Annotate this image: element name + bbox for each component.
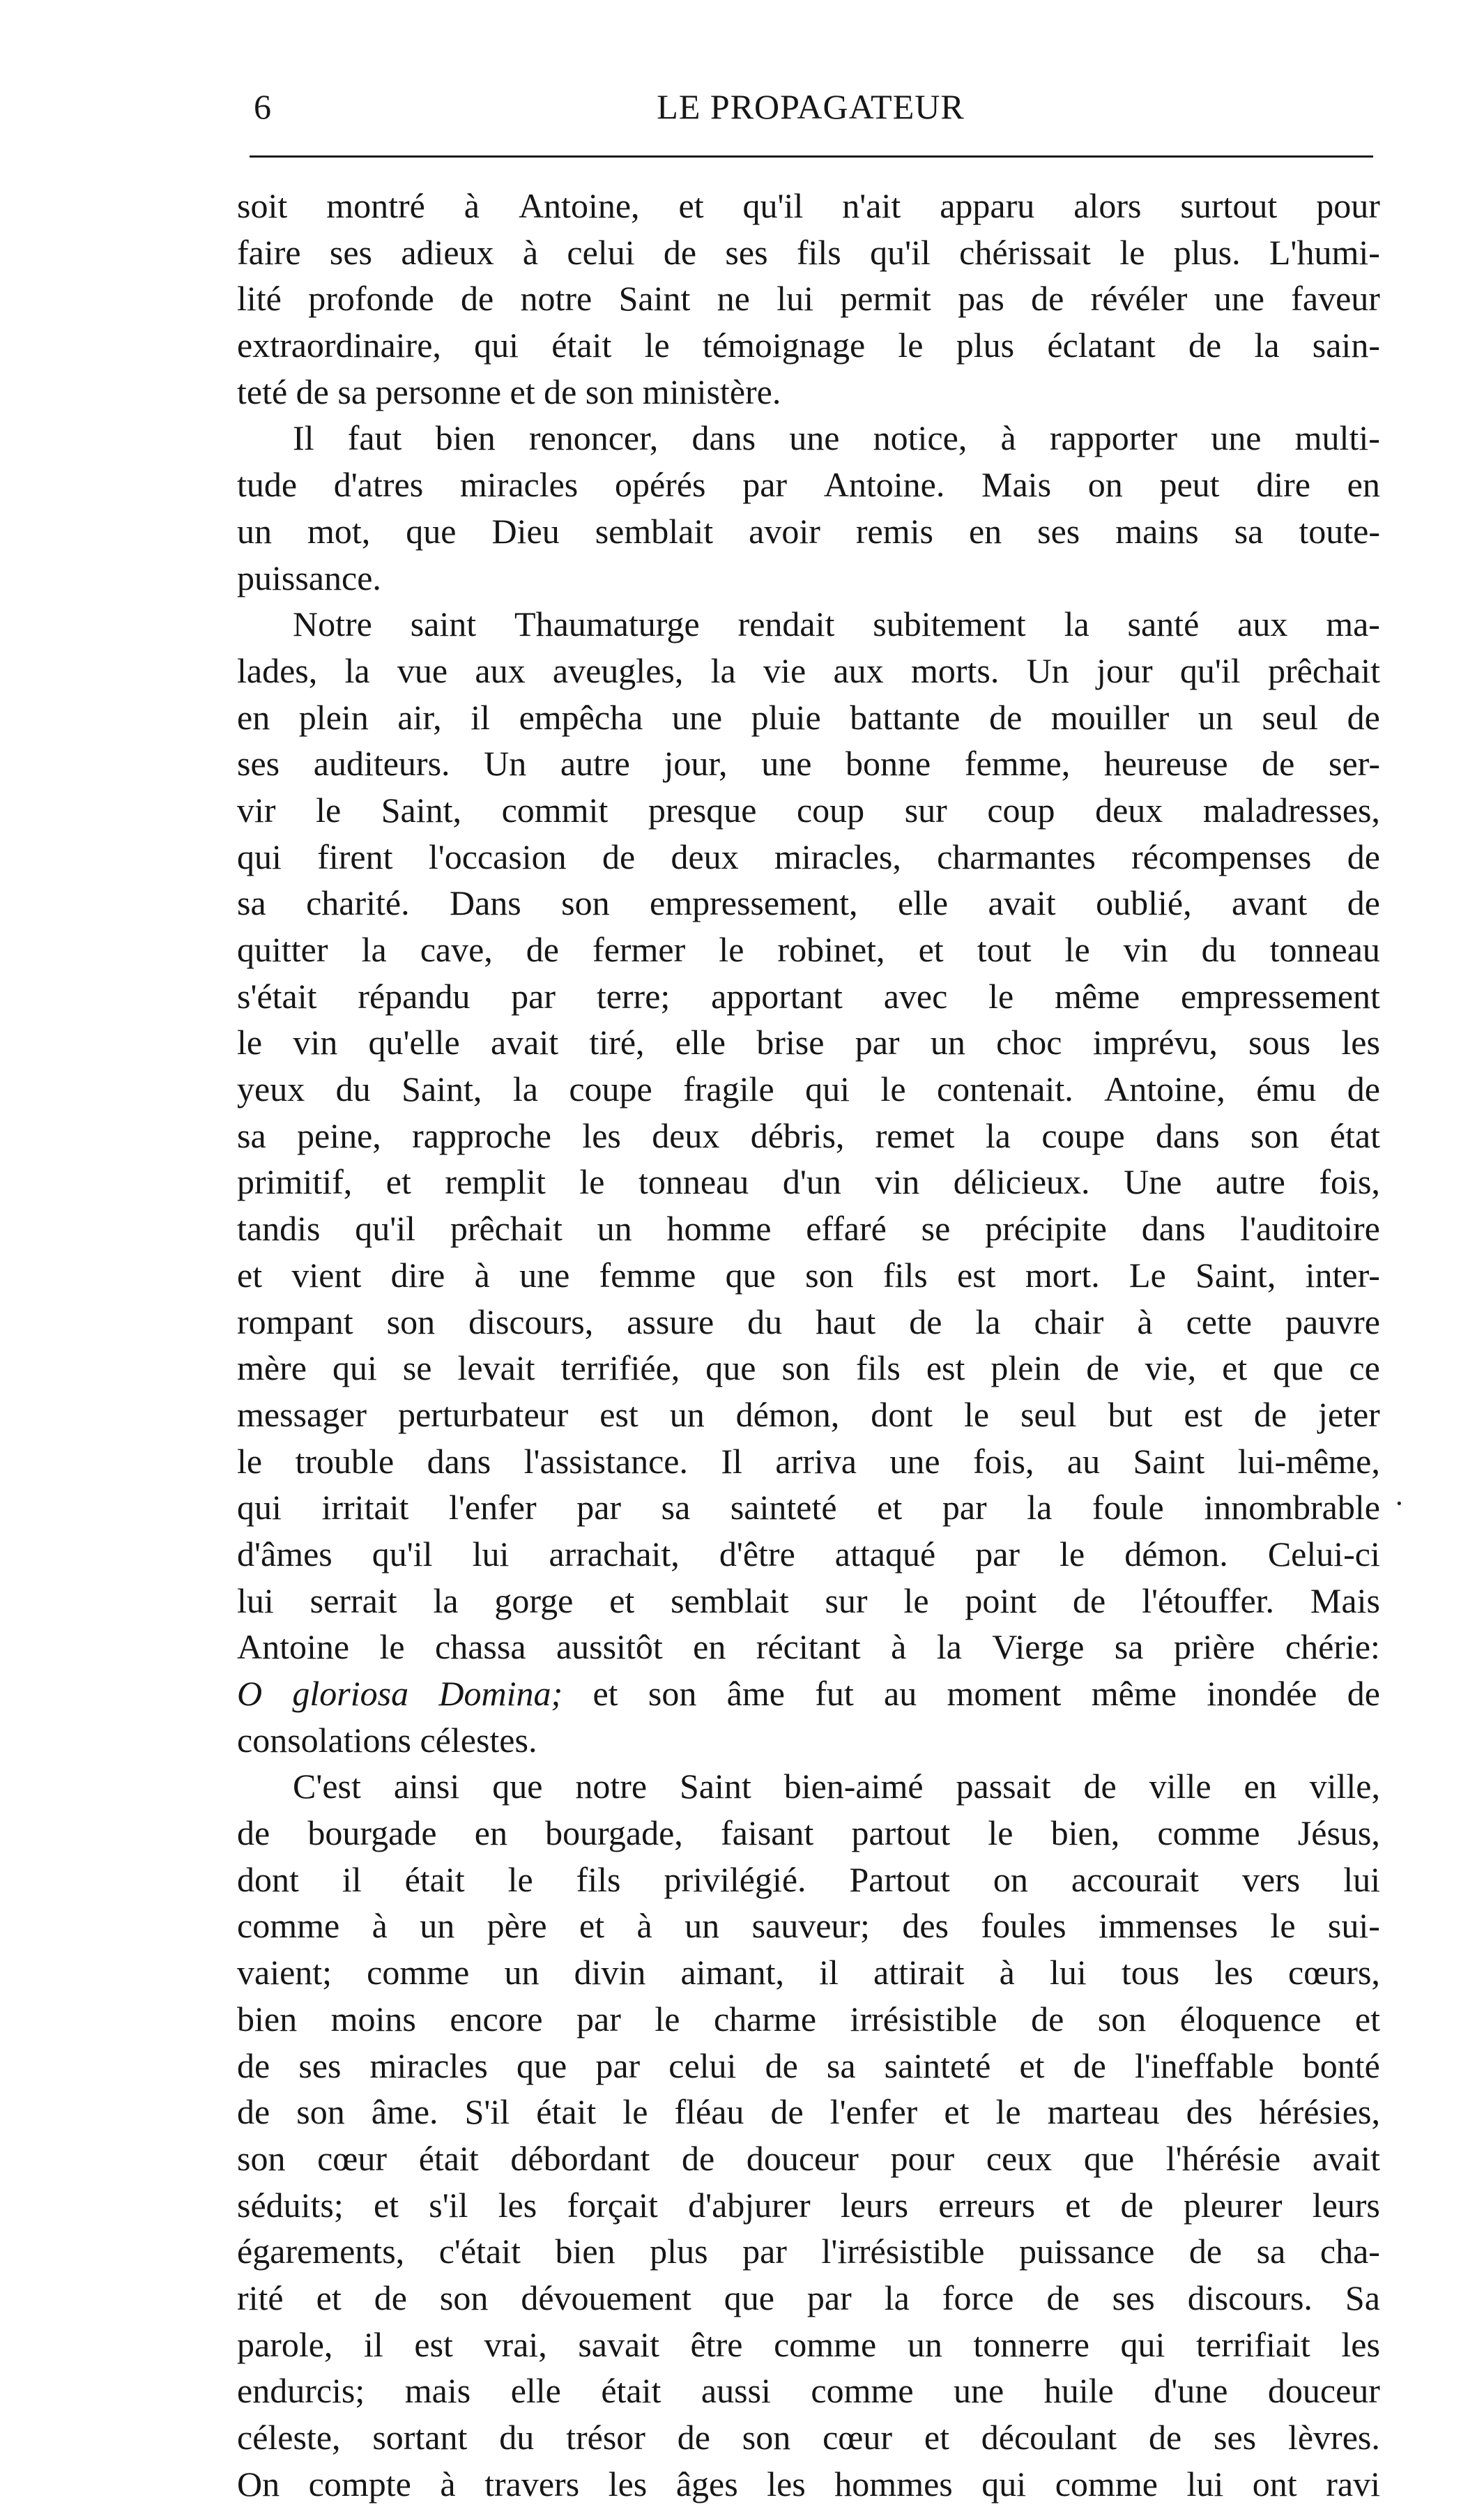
running-title: LE PROPAGATEUR xyxy=(657,87,965,126)
text-line: primitif, et remplit le tonneau d'un vin délicieux. Une autre fois, xyxy=(237,1162,1380,1202)
text-line: sa charité. Dans son empressement, elle avait oublié, avant de xyxy=(237,883,1380,923)
text-line: dont il était le fils privilégié. Partout on accourait vers lui xyxy=(237,1859,1380,1899)
text-line: de ses miracles que par celui de sa sainteté et de l'ineffable bonté xyxy=(237,2045,1380,2085)
text-line: Notre saint Thaumaturge rendait subitement la santé aux ma- xyxy=(293,604,1380,644)
text-line: égarements, c'était bien plus par l'irrésistible puissance de sa cha- xyxy=(237,2232,1380,2271)
text-line: vaient; comme un divin aimant, il attirait à lui tous les cœurs, xyxy=(237,1953,1380,1992)
text-line: bien moins encore par le charme irrésistible de son éloquence et xyxy=(237,1999,1380,2039)
header-rule xyxy=(250,155,1373,158)
text-line: céleste, sortant du trésor de son cœur et découlant de ses lèvres. xyxy=(237,2418,1380,2457)
text-line: Antoine le chassa aussitôt en récitant à la Vierge sa prière chérie: xyxy=(237,1627,1380,1667)
text-line: endurcis; mais elle était aussi comme une huile d'une douceur xyxy=(237,2371,1380,2411)
text-line: messager perturbateur est un démon, dont le seul but est de jeter xyxy=(237,1394,1380,1434)
text-line: On compte à travers les âges les hommes qui comme lui ont ravi xyxy=(237,2464,1380,2504)
text-line: puissance. xyxy=(237,558,381,597)
text-line: mère qui se levait terrifiée, que son fils est plein de vie, et que ce xyxy=(237,1348,1380,1388)
text-line: C'est ainsi que notre Saint bien-aimé passait de ville en ville, xyxy=(293,1767,1380,1806)
text-line: tude d'atres miracles opérés par Antoine. Mais on peut dire en xyxy=(237,465,1380,505)
text-line: séduits; et s'il les forçait d'abjurer leurs erreurs et de pleurer leurs xyxy=(237,2185,1380,2225)
text-line: en plein air, il empêcha une pluie battante de mouiller un seul de xyxy=(237,697,1380,737)
text-line: extraordinaire, qui était le témoignage le plus éclatant de la sain- xyxy=(237,326,1380,365)
text-line: son cœur était débordant de douceur pour ceux que l'hérésie avait xyxy=(237,2138,1380,2178)
text-line: rompant son discours, assure du haut de la chair à cette pauvre xyxy=(237,1302,1380,1341)
text-line: un mot, que Dieu semblait avoir remis en ses mains sa toute- xyxy=(237,511,1380,551)
text-line: qui firent l'occasion de deux miracles, charmantes récompenses de xyxy=(237,837,1380,876)
text-line: le trouble dans l'assistance. Il arriva une fois, au Saint lui-même, xyxy=(237,1441,1380,1481)
body-text xyxy=(237,183,1380,2507)
text-line: ses auditeurs. Un autre jour, une bonne femme, heureuse de ser- xyxy=(237,744,1380,784)
stray-ink-mark: · xyxy=(1394,1486,1405,1521)
text-line: de bourgade en bourgade, faisant partout le bien, comme Jésus, xyxy=(237,1813,1380,1853)
text-line: s'était répandu par terre; apportant avec le même empressement xyxy=(237,976,1380,1016)
page-number: 6 xyxy=(254,87,272,126)
text-line: lui serrait la gorge et semblait sur le point de l'étouffer. Mais xyxy=(237,1580,1380,1620)
text-line: comme à un père et à un sauveur; des foules immenses le sui- xyxy=(237,1906,1380,1946)
text-line: yeux du Saint, la coupe fragile qui le contenait. Antoine, ému de xyxy=(237,1069,1380,1109)
text-line: vir le Saint, commit presque coup sur coup deux maladresses, xyxy=(237,790,1380,830)
text-line: teté de sa personne et de son ministère. xyxy=(237,372,781,411)
text-line: lité profonde de notre Saint ne lui permit pas de révéler une faveur xyxy=(237,279,1380,319)
running-head xyxy=(243,82,1379,131)
text-line: consolations célestes. xyxy=(237,1720,537,1760)
text-line: et vient dire à une femme que son fils est mort. Le Saint, inter- xyxy=(237,1255,1380,1295)
text-line: O gloriosa Domina; et son âme fut au moment même inondée de xyxy=(237,1674,1380,1713)
text-line: parole, il est vrai, savait être comme un tonnerre qui terrifiait les xyxy=(237,2324,1380,2364)
text-line: lades, la vue aux aveugles, la vie aux morts. Un jour qu'il prêchait xyxy=(237,650,1380,690)
text-line: rité et de son dévouement que par la force de ses discours. Sa xyxy=(237,2278,1380,2317)
text-line: sa peine, rapproche les deux débris, remet la coupe dans son état xyxy=(237,1115,1380,1155)
text-line: le vin qu'elle avait tiré, elle brise par un choc imprévu, sous les xyxy=(237,1023,1380,1062)
text-line: quitter la cave, de fermer le robinet, et tout le vin du tonneau xyxy=(237,930,1380,969)
text-line: tandis qu'il prêchait un homme effaré se précipite dans l'auditoire xyxy=(237,1209,1380,1249)
text-line: de son âme. S'il était le fléau de l'enfer et le marteau des hérésies, xyxy=(237,2092,1380,2132)
text-line: faire ses adieux à celui de ses fils qu'il chérissait le plus. L'humi- xyxy=(237,232,1380,272)
text-line: soit montré à Antoine, et qu'il n'ait apparu alors surtout pour xyxy=(237,186,1380,225)
text-line: qui irritait l'enfer par sa sainteté et par la foule innombrable xyxy=(237,1488,1380,1527)
text-line: Il faut bien renoncer, dans une notice, à rapporter une multi- xyxy=(293,418,1380,458)
text-line: d'âmes qu'il lui arrachait, d'être attaqué par le démon. Celui-ci xyxy=(237,1534,1380,1573)
